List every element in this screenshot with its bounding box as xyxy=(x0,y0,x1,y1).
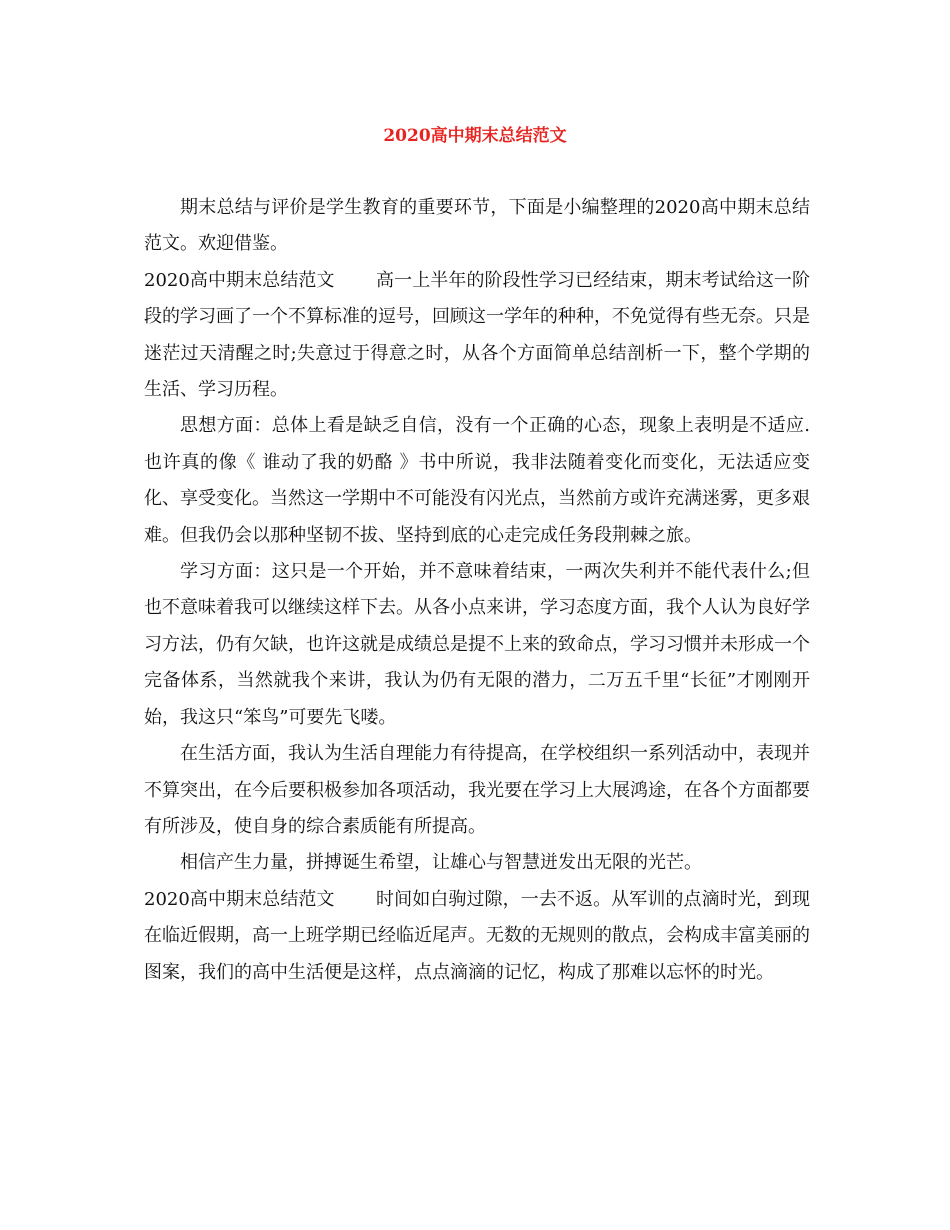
paragraph-belief xyxy=(144,845,810,881)
paragraph-section-1 xyxy=(144,263,810,409)
section-heading: 2020高中期末总结范文 xyxy=(144,888,335,910)
paragraph-study xyxy=(144,554,810,736)
paragraph-text: 期末总结与评价是学生教育的重要环节，下面是小编整理的2020高中期末总结范文。欢迎借鉴。 xyxy=(144,197,810,255)
document-body xyxy=(144,190,810,991)
paragraph-text: 时间如白驹过隙，一去不返。从军训的点滴时光，到现在临近假期，高一上班学期已经临近尾声。无数的无规则的散点，会构成丰富美丽的图案，我们的高中生活便是这样，点点滴滴的记忆，构成了那难以忘怀的时光。 xyxy=(144,888,811,983)
document-title: 2020高中期末总结范文 xyxy=(383,126,567,146)
section-heading: 2020高中期末总结范文 xyxy=(144,269,335,291)
paragraph-life xyxy=(144,736,810,845)
paragraph-text: 学习方面：这只是一个开始，并不意味着结束，一两次失利并不能代表什么;但也不意味着我可以继续这样下去。从各小点来讲，学习态度方面，我个人认为良好学习方法，仍有欠缺，也许这就是成绩总是提不上来的致命点，学习习惯并未形成一个完备体系，当然就我个来讲，我认为仍有无限的潜力，二万五千里“长征”才刚刚开始，我这只“笨鸟”可要先飞喽。 xyxy=(144,561,810,728)
paragraph-text: 相信产生力量，拼搏诞生希望，让雄心与智慧迸发出无限的光芒。 xyxy=(180,852,702,874)
paragraph-text: 高一上半年的阶段性学习已经结束，期末考试给这一阶段的学习画了一个不算标准的逗号，回顾这一学年的种种，不免觉得有些无奈。只是迷茫过天清醒之时;失意过于得意之时，从各个方面简单总结剖析一下，整个学期的生活、学习历程。 xyxy=(144,269,811,401)
paragraph-text: 思想方面：总体上看是缺乏自信，没有一个正确的心态，现象上表明是不适应.也许真的像《 谁动了我的奶酪 》书中所说，我非法随着变化而变化，无法适应变化、享受变化。当然这一学期中不可能没有闪光点，当然前方或许充满迷雾，更多艰难。但我仍会以那种坚韧不拔、坚持到底的心走完成任务段荆棘之旅。 xyxy=(144,415,810,546)
paragraph-text: 在生活方面，我认为生活自理能力有待提高，在学校组织一系列活动中，表现并不算突出，在今后要积极参加各项活动，我光要在学习上大展鸿途，在各个方面都要有所涉及，使自身的综合素质能有所提高。 xyxy=(144,743,810,837)
paragraph-thought xyxy=(144,408,810,554)
paragraph-section-2 xyxy=(144,882,810,991)
paragraph-intro xyxy=(144,190,810,263)
